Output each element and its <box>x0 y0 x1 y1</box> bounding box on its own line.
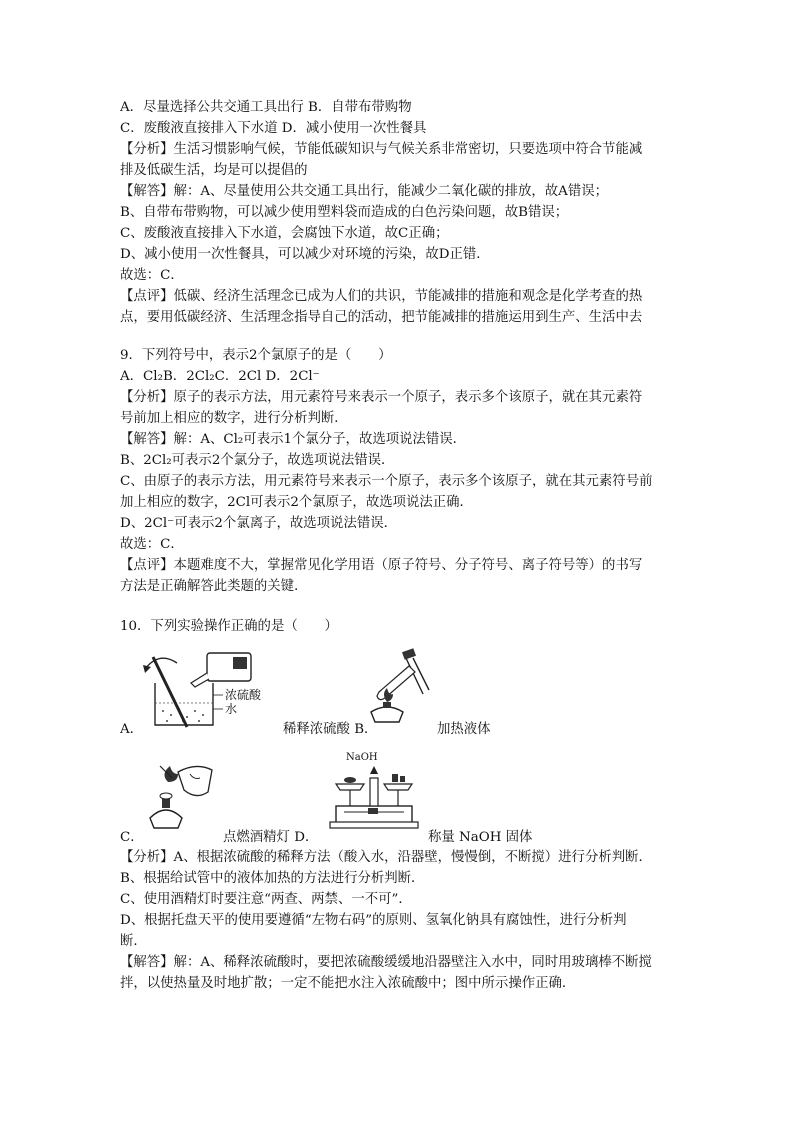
q9-analysis-line: 【分析】原子的表示方法，用元素符号来表示一个原子，表示多个该原子，就在其元素符 <box>120 390 643 405</box>
label-concentrated-acid: 浓硫酸 <box>225 688 262 702</box>
q9-analysis-line: 号前加上相应的数字，进行分析判断． <box>120 411 348 426</box>
comment-line: 【点评】低碳、经济生活理念已成为人们的共识，节能减排的措施和观念是化学考查的热 <box>120 289 643 304</box>
question-options-ab: A．尽量选择公共交通工具出行 B．自带布带购物 <box>120 100 412 115</box>
choice-line: 故选：C． <box>120 268 184 283</box>
option-b-caption: 加热液体 <box>437 722 491 737</box>
figure-lighting-alcohol-lamp <box>140 760 220 832</box>
q10-analysis-line: 断． <box>120 934 147 949</box>
q10-answer-line: 【解答】解：A、稀释浓硫酸时，要把浓硫酸缓缓地沿器壁注入水中，同时用玻璃棒不断搅 <box>120 955 652 970</box>
comment-line: 点，要用低碳经济、生活理念指导自己的活动，把节能减排的措施运用到生产、生活中去 <box>120 310 643 325</box>
answer-line: D、减小使用一次性餐具，可以减少对环境的污染，故D正错． <box>120 247 490 262</box>
q9-comment-line: 方法是正确解答此类题的关键． <box>120 579 308 594</box>
q9-comment-line: 【点评】本题难度不大，掌握常见化学用语（原子符号、分子符号、离子符号等）的书写 <box>120 558 643 573</box>
q10-analysis-line: D、根据托盘天平的使用要遵循“左物右码”的原则、氢氧化钠具有腐蚀性，进行分析判 <box>120 913 627 928</box>
question-10-stem: 10．下列实验操作正确的是（ ） <box>120 619 338 634</box>
q9-answer-line: D、2Cl⁻可表示2个氯离子，故选项说法错误． <box>120 516 398 531</box>
question-options-cd: C．废酸液直接排入下水道 D．减小使用一次性餐具 <box>120 121 427 136</box>
q10-analysis-line: 【分析】A、根据浓硫酸的稀释方法（酸入水，沿器壁，慢慢倒，不断搅）进行分析判断． <box>120 850 652 865</box>
q9-answer-line: 加上相应的数字，2Cl可表示2个氯原子，故选项说法正确． <box>120 495 473 510</box>
option-a-letter: A． <box>120 722 144 737</box>
q9-answer-line: C、由原子的表示方法，用元素符号来表示一个原子，表示多个该原子，就在其元素符号前 <box>120 474 653 489</box>
question-9-options: A．Cl₂B．2Cl₂C．2Cl D．2Cl⁻ <box>120 369 320 384</box>
option-c-letter: C． <box>120 830 144 845</box>
q9-answer-line: B、2Cl₂可表示2个氯分子，故选项说法错误． <box>120 453 395 468</box>
figure-heating-liquid <box>365 648 445 726</box>
label-naoh: NaOH <box>346 752 378 763</box>
q10-answer-line: 拌，以使热量及时地扩散；一定不能把水注入浓硫酸中；图中所示操作正确． <box>120 976 576 991</box>
figure-balance-naoh <box>318 748 430 832</box>
question-9-stem: 9．下列符号中，表示2个氯原子的是（ ） <box>120 348 392 363</box>
figure-dilute-sulfuric-acid <box>135 643 265 733</box>
label-water: 水 <box>225 702 238 716</box>
answer-line: 【解答】解：A、尽量使用公共交通工具出行，能减少二氧化碳的排放，故A错误； <box>120 184 609 199</box>
analysis-line: 【分析】生活习惯影响气候，节能低碳知识与气候关系非常密切，只要选项中符合节能减 <box>120 142 643 157</box>
answer-line: B、自带布带购物，可以减少使用塑料袋而造成的白色污染问题，故B错误； <box>120 205 569 220</box>
q9-choice-line: 故选：C． <box>120 537 184 552</box>
q9-answer-line: 【解答】解：A、Cl₂可表示1个氯分子，故选项说法错误． <box>120 432 467 447</box>
answer-line: C、废酸液直接排入下水道，会腐蚀下水道，故C正确； <box>120 226 449 241</box>
q10-analysis-line: C、使用酒精灯时要注意“两查、两禁、一不可”． <box>120 892 412 907</box>
q10-analysis-line: B、根据给试管中的液体加热的方法进行分析判断． <box>120 871 425 886</box>
option-a-caption: 稀释浓硫酸 B． <box>283 722 378 737</box>
option-c-caption: 点燃酒精灯 D． <box>223 830 319 845</box>
option-d-caption: 称量 NaOH 固体 <box>428 830 533 845</box>
analysis-line: 排及低碳生活，均是可以提倡的 <box>120 163 308 178</box>
